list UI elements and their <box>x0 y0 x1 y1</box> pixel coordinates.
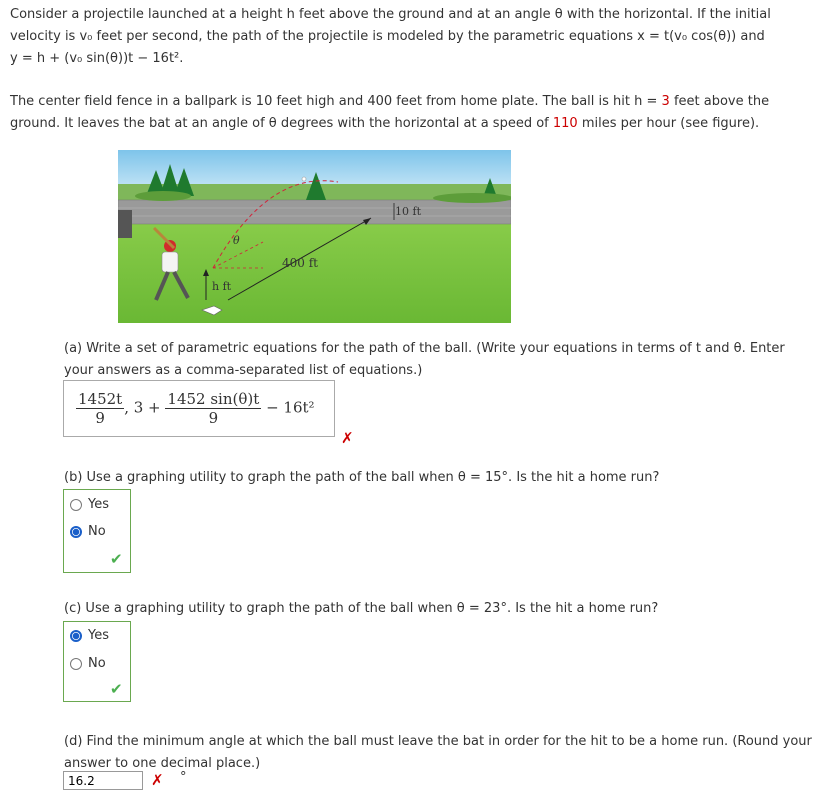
intro-line-3: y = h + (v₀ sin(θ))t − 16t². <box>10 51 184 66</box>
expression-tail: − 16t² <box>266 398 315 417</box>
problem-text-part: The center field fence in a ballpark is 10 feet high and 400 feet from home plate. The ball is hit h = <box>10 94 662 109</box>
ballpark-figure <box>118 150 511 323</box>
angle-label: θ <box>233 234 240 247</box>
part-a-answer-box[interactable] <box>63 380 335 437</box>
intro-text <box>10 4 822 70</box>
part-d-line-2: answer to one decimal place.) <box>64 756 261 771</box>
problem-text-part: miles per hour (see figure). <box>577 116 760 131</box>
speed-value: 110 <box>552 116 578 131</box>
radio-unselected-icon[interactable] <box>70 499 82 511</box>
incorrect-icon: ✗ <box>151 771 164 789</box>
part-a-question <box>64 338 824 382</box>
expression-middle: , 3 + <box>124 398 161 417</box>
part-c-options <box>63 621 131 702</box>
fraction-2-numerator: 1452 sin(θ)t <box>167 390 260 408</box>
radio-unselected-icon[interactable] <box>70 658 82 670</box>
problem-text-part: ground. It leaves the bat at an angle of θ degrees with the horizontal at a speed of <box>10 116 553 131</box>
part-d-answer-input[interactable] <box>63 771 143 790</box>
problem-line-2 <box>10 113 822 135</box>
radio-selected-icon[interactable] <box>70 630 82 642</box>
part-a-line-1: (a) Write a set of parametric equations for the path of the ball. (Write your equations in terms of t and θ. Enter <box>64 341 785 356</box>
part-c-option-no[interactable] <box>70 656 106 671</box>
correct-check-icon: ✔ <box>110 680 123 698</box>
correct-check-icon: ✔ <box>110 550 123 568</box>
intro-line-2: velocity is v₀ feet per second, the path of the projectile is modeled by the parametric equations x = t(v₀ cos(θ)) and <box>10 29 765 44</box>
fence-label: 10 ft <box>395 205 421 218</box>
intro-line-1: Consider a projectile launched at a height h feet above the ground and at an angle θ with the horizontal. If the initial <box>10 7 771 22</box>
part-b-option-yes[interactable] <box>70 497 109 512</box>
incorrect-icon: ✗ <box>341 429 354 447</box>
option-label: Yes <box>88 628 109 643</box>
part-a-expression <box>76 390 315 427</box>
height-value: 3 <box>661 94 670 109</box>
part-b-option-no[interactable] <box>70 524 106 539</box>
part-c-option-yes[interactable] <box>70 628 109 643</box>
distance-label: 400 ft <box>282 256 318 270</box>
part-a-line-2: your answers as a comma-separated list of equations.) <box>64 363 423 378</box>
problem-text-part: feet above the <box>669 94 770 109</box>
part-b-options <box>63 489 131 573</box>
height-label: h ft <box>212 280 232 293</box>
option-label: No <box>88 656 106 671</box>
fraction-1-denominator: 9 <box>95 409 105 427</box>
ballpark-illustration <box>118 150 511 323</box>
fraction-2 <box>165 390 261 427</box>
part-d-line-1: (d) Find the minimum angle at which the ball must leave the bat in order for the hit to be a home run. (Round your <box>64 734 812 749</box>
option-label: Yes <box>88 497 109 512</box>
fraction-1-numerator: 1452t <box>78 390 123 408</box>
radio-selected-icon[interactable] <box>70 526 82 538</box>
fraction-2-denominator: 9 <box>208 409 219 427</box>
problem-text <box>10 91 822 135</box>
part-d-question <box>64 731 828 775</box>
option-label: No <box>88 524 106 539</box>
degree-unit: ° <box>180 770 187 785</box>
fraction-1 <box>76 390 124 427</box>
part-b-question: (b) Use a graphing utility to graph the path of the ball when θ = 15°. Is the hit a home run? <box>64 470 660 485</box>
part-c-question: (c) Use a graphing utility to graph the path of the ball when θ = 23°. Is the hit a home run? <box>64 601 659 616</box>
problem-line-1 <box>10 91 822 113</box>
